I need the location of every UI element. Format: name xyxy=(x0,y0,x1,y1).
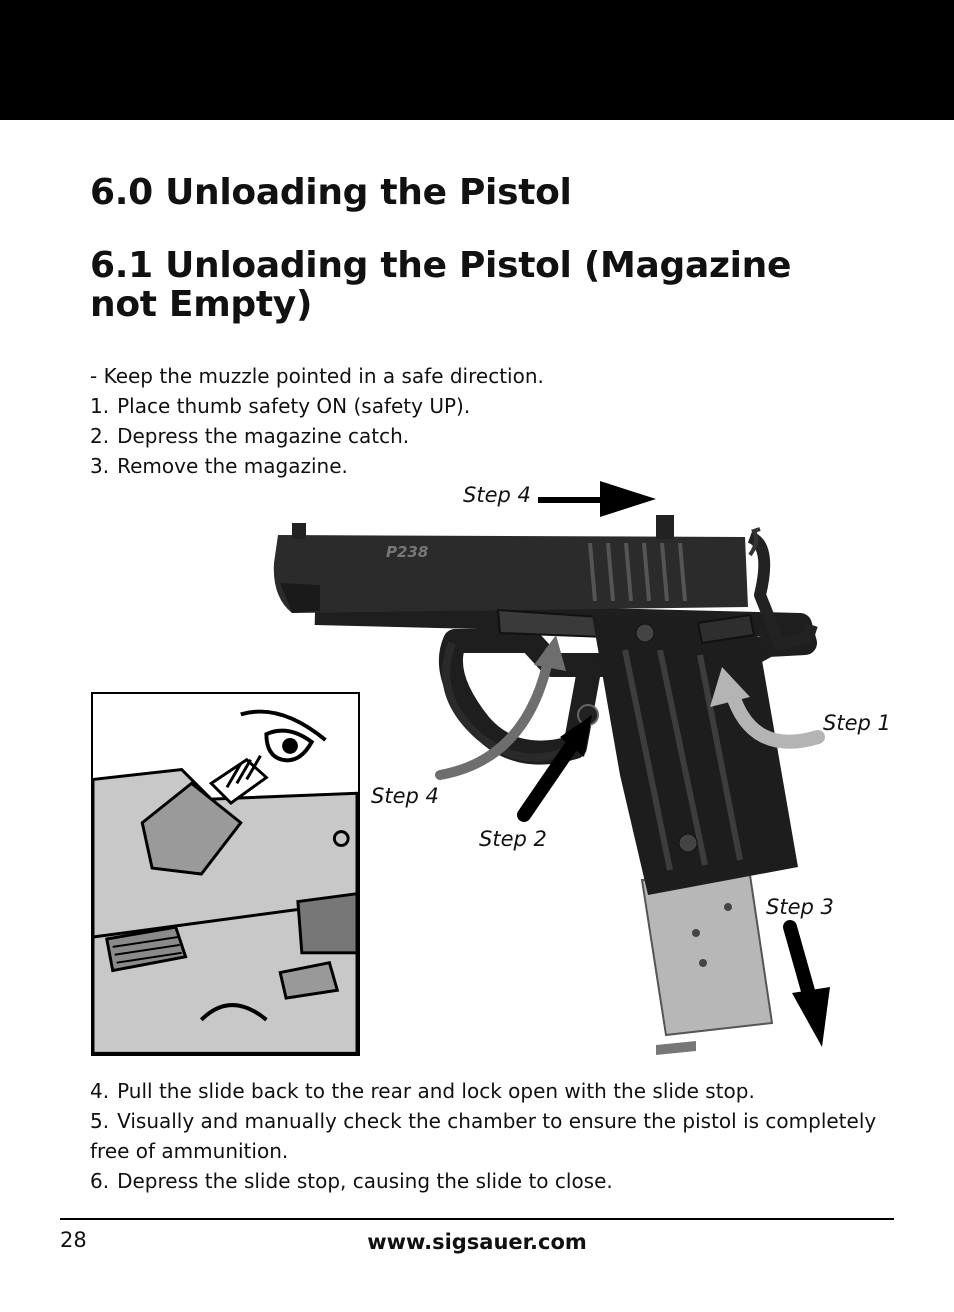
magazine xyxy=(642,875,772,1055)
inset-detail-image xyxy=(91,692,360,1056)
instruction-list-top xyxy=(90,361,544,481)
step-item: 4. Pull the slide back to the rear and lock open with the slide stop. xyxy=(90,1079,755,1103)
step-item: 6. Depress the slide stop, causing the slide to close. xyxy=(90,1169,613,1193)
label-step4-left: Step 4 xyxy=(371,784,439,808)
step-item: 5. Visually and manually check the chamber to ensure the pistol is completely free of ammunition. xyxy=(90,1109,877,1163)
header-bar xyxy=(0,0,954,120)
arrow-step4-slide xyxy=(538,481,656,517)
step-item: 2. Depress the magazine catch. xyxy=(90,424,410,448)
step-item: 3. Remove the magazine. xyxy=(90,454,348,478)
instruction-list-bottom xyxy=(90,1076,880,1196)
subsection-heading: 6.1 Unloading the Pistol (Magazine not Empty) xyxy=(90,245,792,325)
step-item: 1. Place thumb safety ON (safety UP). xyxy=(90,394,471,418)
label-step4-top: Step 4 xyxy=(463,483,531,507)
pistol-slide xyxy=(274,515,748,613)
label-step3: Step 3 xyxy=(766,895,834,919)
intro-line: - Keep the muzzle pointed in a safe direction. xyxy=(90,364,544,388)
inset-drawing xyxy=(93,694,358,1054)
page-number: 28 xyxy=(60,1228,87,1252)
footer-url: www.sigsauer.com xyxy=(367,1230,587,1254)
label-step2: Step 2 xyxy=(479,827,547,851)
pistol-marking: P238 xyxy=(386,543,429,561)
label-step1: Step 1 xyxy=(823,711,891,735)
footer-divider xyxy=(60,1218,894,1220)
section-heading: 6.0 Unloading the Pistol xyxy=(90,172,572,213)
